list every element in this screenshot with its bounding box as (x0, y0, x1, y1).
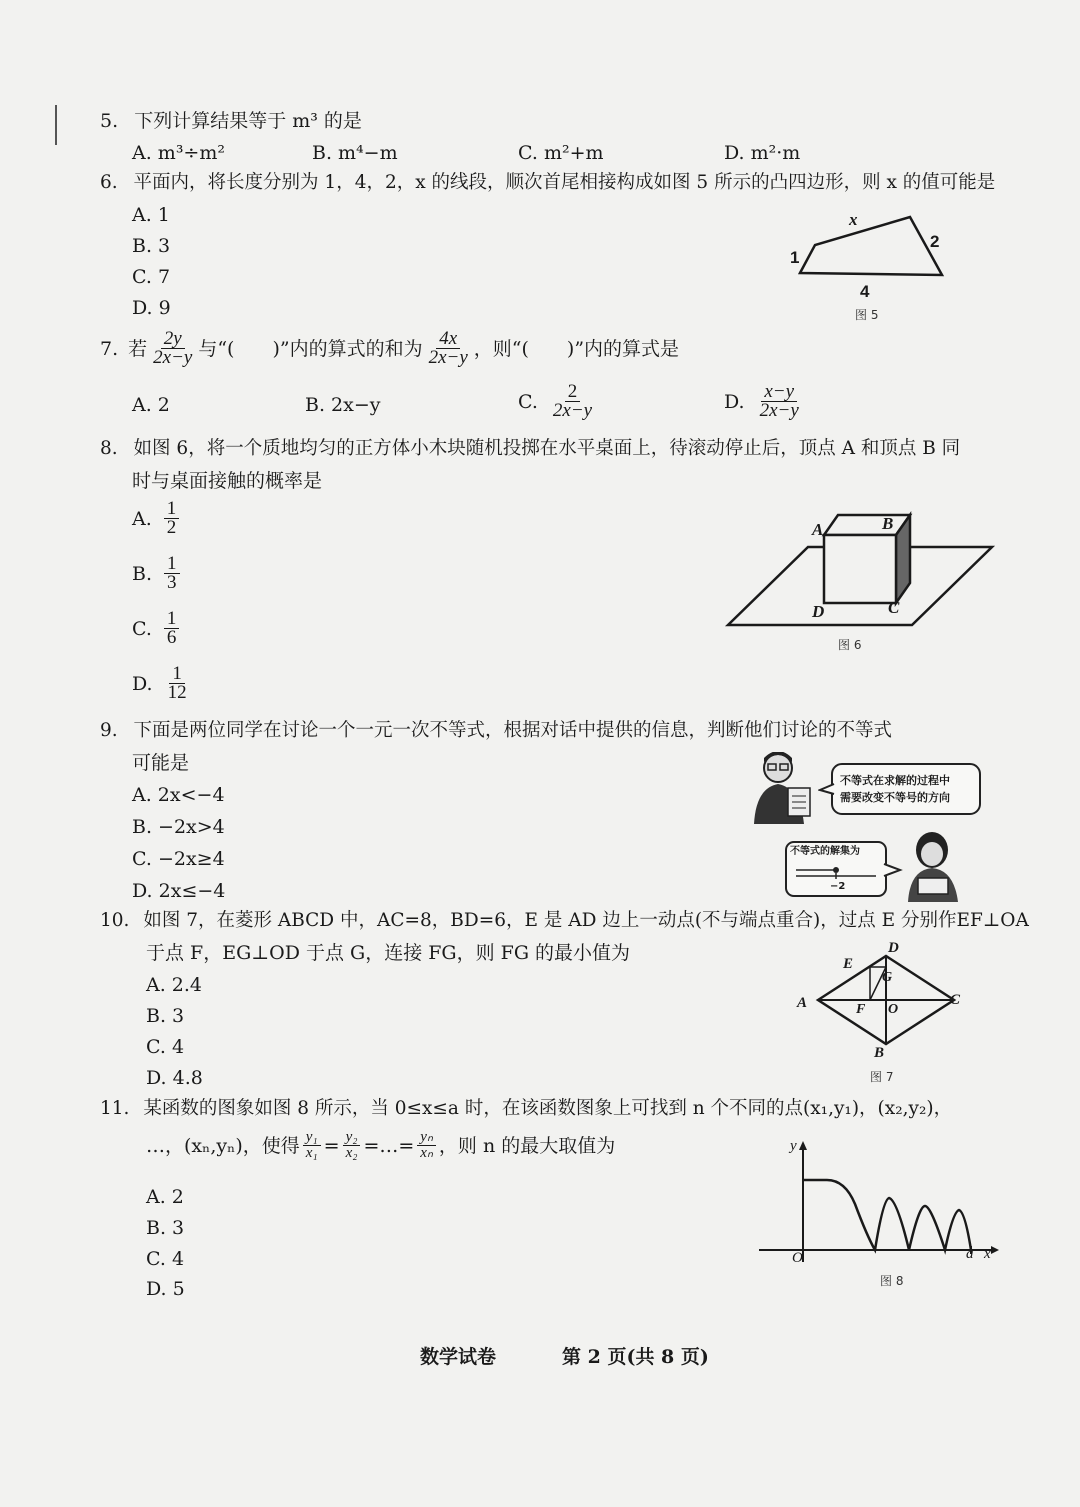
q5-option-b: B. m⁴−m (312, 142, 398, 164)
q8-option-d: D. $\frac{1}{12}$ (132, 663, 187, 703)
question-11-line2: …，(xₙ,yₙ)，使得 $\frac{\text{y₁}}{\text{x₁}}$ = $\frac{\text{y₂}}{\text{x₂}}$ =…= $\frac{\text{yₙ}}{\text{xₙ}}$ ，则 n 的最大取值为 (146, 1129, 616, 1161)
question-number: 9. (100, 720, 118, 741)
question-9 (100, 718, 892, 744)
q9-option-a: A. 2x<−4 (132, 784, 225, 806)
q5-option-c: C. m²+m (518, 142, 604, 164)
figure-7-caption: 图 7 (870, 1070, 894, 1084)
fig7-label-d: D (888, 940, 899, 956)
question-text: 如图 6，将一个质地均匀的正方体小木块随机投掷在水平桌面上，待滚动停止后，顶点 A 和顶点 B 同 (133, 438, 961, 459)
q7-option-c: C. $\frac{2}{2x-y}$ (518, 383, 598, 420)
question-11 (100, 1096, 952, 1122)
fraction: $\frac{2y}{2x-y}$ (153, 328, 193, 368)
q8-option-b: B. $\frac{1}{3}$ (132, 555, 183, 592)
q11-option-b: B. 3 (146, 1217, 185, 1239)
q9-option-b: B. −2x>4 (132, 816, 225, 838)
question-text: 与“( )”内的算式的和为 (198, 337, 423, 360)
question-10-line2: 于点 F，EG⊥OD 于点 G，连接 FG，则 FG 的最小值为 (146, 942, 631, 964)
q7-option-a: A. 2 (132, 394, 170, 416)
q10-option-c: C. 4 (146, 1036, 185, 1058)
q5-option-d: D. m²·m (724, 142, 801, 164)
fig7-label-o: O (888, 1002, 899, 1017)
q6-option-c: C. 7 (132, 266, 171, 288)
question-text: 若 (128, 337, 148, 360)
question-8 (100, 436, 960, 462)
fraction: $\frac{4x}{2x-y}$ (428, 328, 468, 368)
q6-option-d: D. 9 (132, 297, 171, 319)
fig5-label-x: x (849, 210, 858, 229)
fig7-label-b: B (874, 1045, 885, 1061)
bubble-2-tick: −2 (830, 881, 846, 892)
q11-option-a: A. 2 (146, 1186, 184, 1208)
figure-6-cube (720, 505, 1000, 635)
fraction: $\frac{2}{2x-y}$ (552, 381, 593, 421)
question-number: 7. (100, 337, 119, 360)
question-number: 10. (100, 910, 130, 931)
question-text: 平面内，将长度分别为 1，4，2，x 的线段，顺次首尾相接构成如图 5 所示的凸四边形，则 x 的值可能是 (133, 172, 996, 193)
question-text: 下面是两位同学在讨论一个一元一次不等式，根据对话中提供的信息，判断他们讨论的不等式 (133, 720, 893, 741)
question-text: ，则“( )”内的算式是 (473, 337, 680, 360)
fig8-label-x: x (984, 1246, 991, 1262)
question-9-line2: 可能是 (132, 752, 190, 774)
figure-8-graph (755, 1140, 1000, 1265)
student-girl-illustration (904, 830, 962, 902)
q10-option-a: A. 2.4 (146, 974, 203, 996)
question-text: 某函数的图象如图 8 所示，当 0≤x≤a 时，在该函数图象上可找到 n 个不同的点(x₁,y₁)，(x₂,y₂)， (143, 1098, 953, 1119)
fig6-label-b: B (882, 514, 894, 533)
question-10 (100, 908, 1029, 934)
fig7-label-e: E (843, 956, 854, 972)
figure-8-caption: 图 8 (880, 1274, 904, 1288)
bubble-1-text: 不等式在求解的过程中 需要改变不等号的方向 (840, 774, 950, 804)
bubble-2-title: 不等式的解集为 (790, 846, 860, 857)
fig8-label-o: O (792, 1250, 803, 1266)
footer-page-number: 第 2 页(共 8 页) (562, 1346, 709, 1368)
fig7-label-a: A (797, 995, 808, 1011)
fig6-label-c: C (888, 598, 900, 617)
fraction: $\frac{x-y}{2x-y}$ (759, 381, 799, 421)
fig5-label-1: 1 (790, 248, 800, 267)
footer-subject: 数学试卷 (420, 1346, 497, 1368)
question-7 (100, 330, 679, 367)
question-number: 8. (100, 438, 118, 459)
q11-option-d: D. 5 (146, 1278, 185, 1300)
q5-option-a: A. m³÷m² (132, 142, 225, 164)
q8-option-a: A. $\frac{1}{2}$ (132, 500, 182, 537)
fig5-label-4: 4 (860, 282, 870, 301)
q9-option-d: D. 2x≤−4 (132, 880, 226, 902)
fig6-label-a: A (812, 520, 824, 539)
figure-7-rhombus (810, 950, 960, 1050)
figure-6-caption: 图 6 (838, 638, 862, 652)
question-6 (100, 170, 995, 196)
q7-option-d: D. $\frac{x-y}{2x-y}$ (724, 383, 805, 420)
fig7-label-g: G (882, 970, 893, 985)
fig8-label-y: y (790, 1138, 797, 1154)
fig8-label-a: a (966, 1246, 974, 1262)
fig7-label-c: C (950, 992, 961, 1008)
question-text: 如图 7，在菱形 ABCD 中，AC=8，BD=6，E 是 AD 边上一动点(不与端点重合)，过点 E 分别作EF⊥OA (143, 910, 1029, 931)
q11-option-c: C. 4 (146, 1248, 185, 1270)
figure-5-caption: 图 5 (855, 308, 879, 322)
question-8-line2: 时与桌面接触的概率是 (132, 470, 323, 492)
q10-option-d: D. 4.8 (146, 1067, 203, 1089)
question-number: 5. (100, 110, 119, 132)
question-text: 下列计算结果等于 m³ 的是 (134, 110, 362, 132)
q6-option-b: B. 3 (132, 235, 171, 257)
q8-option-c: C. $\frac{1}{6}$ (132, 610, 182, 647)
question-number: 6. (100, 172, 118, 193)
question-5 (100, 108, 362, 134)
q9-option-c: C. −2x≥4 (132, 848, 225, 870)
margin-mark (55, 105, 57, 145)
q10-option-b: B. 3 (146, 1005, 185, 1027)
q6-option-a: A. 1 (132, 204, 170, 226)
fig7-label-f: F (856, 1002, 866, 1017)
q7-option-b: B. 2x−y (305, 394, 381, 416)
fig6-label-d: D (812, 602, 825, 621)
question-number: 11. (100, 1098, 130, 1119)
fig5-label-2: 2 (930, 232, 940, 251)
